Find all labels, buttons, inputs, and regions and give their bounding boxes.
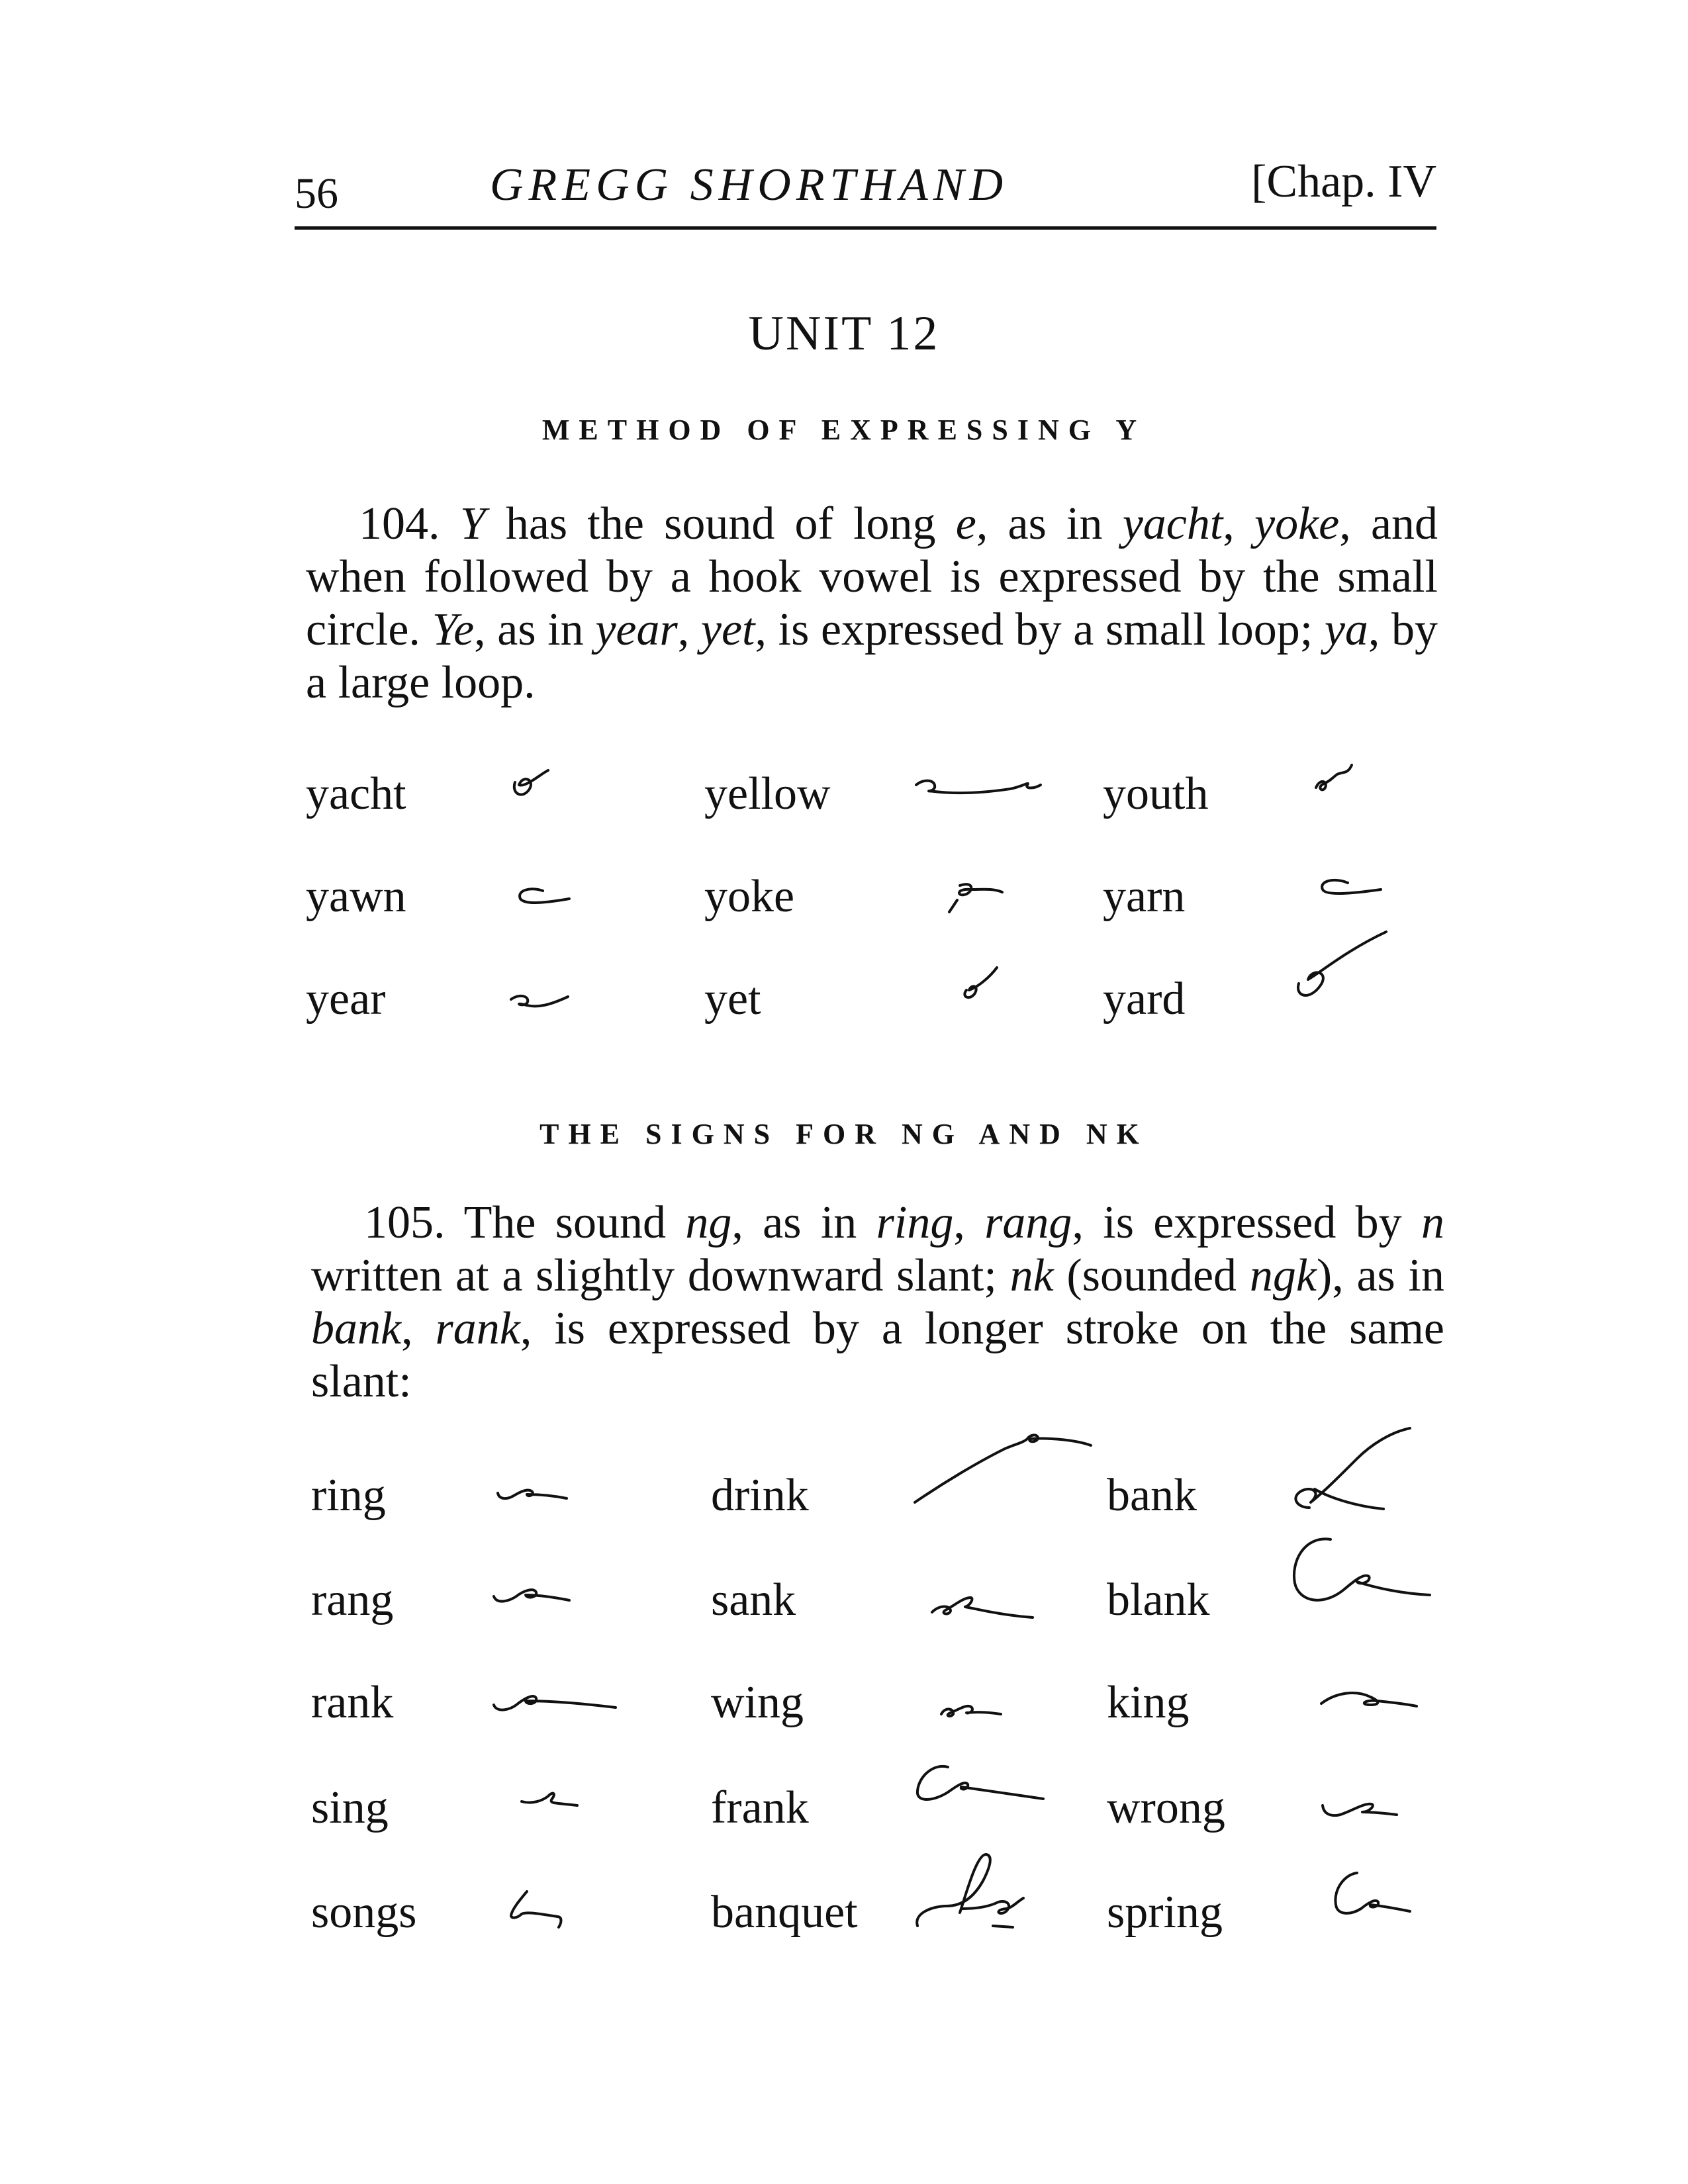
word-sing: sing <box>311 1782 389 1833</box>
yarn-outline-stroke <box>1322 880 1381 893</box>
rank-outline-shorthand <box>490 1685 622 1718</box>
word-youth: youth <box>1103 768 1209 819</box>
paragraph-text: (sounded <box>1053 1250 1250 1301</box>
italic-term: Ye <box>432 604 475 655</box>
yarn-outline-shorthand <box>1308 875 1387 901</box>
paragraph-text: , <box>401 1303 436 1354</box>
banquet-outline-shorthand <box>914 1853 1046 1933</box>
bank-outline-stroke <box>1295 1428 1410 1509</box>
yard-outline-stroke <box>1298 932 1386 995</box>
italic-term: n <box>1421 1197 1444 1248</box>
year-outline-stroke <box>511 996 568 1006</box>
italic-term: rank <box>435 1303 520 1354</box>
word-sank: sank <box>711 1574 796 1625</box>
paragraph-text: , is expressed by <box>1072 1197 1421 1248</box>
paragraph-105 <box>311 1197 1444 1408</box>
word-banquet: banquet <box>711 1887 858 1938</box>
yawn-outline-shorthand <box>506 884 579 911</box>
section-heading-y: METHOD OF EXPRESSING Y <box>541 414 1147 446</box>
banquet-outline-stroke <box>917 1854 1023 1927</box>
word-yellow: yellow <box>704 768 831 819</box>
italic-term: yet <box>700 604 755 655</box>
paragraph-text: , as in <box>474 604 596 655</box>
italic-term: e <box>955 498 976 549</box>
sing-outline-stroke <box>522 1794 577 1805</box>
yoke-outline-shorthand <box>933 880 1026 920</box>
paragraph-text: The sound <box>445 1197 686 1248</box>
wrong-outline-shorthand <box>1319 1792 1405 1825</box>
paragraph-text: has the sound of long <box>485 498 956 549</box>
italic-term: year <box>595 604 678 655</box>
word-king: king <box>1107 1677 1190 1728</box>
paragraph-text: , as in <box>731 1197 876 1248</box>
paragraph-text <box>440 498 460 549</box>
yet-outline-shorthand <box>957 964 1010 1010</box>
paragraph-text: , <box>677 604 701 655</box>
running-title: GREGG SHORTHAND <box>490 159 1009 210</box>
yacht-outline-shorthand <box>508 768 561 807</box>
blank-outline-shorthand <box>1291 1535 1436 1608</box>
yacht-outline-stroke <box>514 770 548 795</box>
chapter-label: [Chap. IV <box>1251 156 1436 207</box>
paragraph-104 <box>306 498 1438 709</box>
paragraph-text: , as in <box>976 498 1123 549</box>
word-rang: rang <box>311 1574 394 1625</box>
word-yawn: yawn <box>306 871 406 922</box>
rank-outline-stroke <box>494 1696 616 1710</box>
rang-outline-stroke <box>494 1590 569 1601</box>
king-outline-shorthand <box>1317 1685 1423 1711</box>
word-yarn: yarn <box>1103 871 1186 922</box>
spring-outline-stroke <box>1335 1873 1410 1913</box>
word-spring: spring <box>1107 1887 1223 1938</box>
italic-term: bank <box>311 1303 402 1354</box>
unit-title: UNIT 12 <box>748 306 940 361</box>
word-yoke: yoke <box>704 871 795 922</box>
frank-outline-shorthand <box>914 1763 1053 1809</box>
italic-term: ring <box>876 1197 954 1248</box>
word-yet: yet <box>704 974 761 1024</box>
spring-outline-shorthand <box>1331 1869 1417 1922</box>
paragraph-text: , and when followed by a hook vowel is expressed by the small circle. <box>306 498 1438 655</box>
word-drink: drink <box>711 1470 809 1521</box>
yard-outline-shorthand <box>1293 931 1393 1010</box>
year-outline-shorthand <box>504 990 577 1017</box>
yawn-outline-stroke <box>520 889 569 903</box>
paragraph-text: , is expressed by a longer stroke on the same slant: <box>311 1303 1444 1407</box>
yellow-outline-stroke <box>916 781 1041 793</box>
italic-term: nk <box>1009 1250 1054 1301</box>
word-rank: rank <box>311 1677 394 1728</box>
bank-outline-shorthand <box>1291 1426 1417 1512</box>
yellow-outline-shorthand <box>911 774 1050 801</box>
italic-term: ya <box>1324 604 1368 655</box>
ring-outline-shorthand <box>494 1480 573 1506</box>
frank-outline-stroke <box>917 1766 1043 1799</box>
sank-outline-shorthand <box>927 1588 1039 1628</box>
italic-term: ngk <box>1249 1250 1317 1301</box>
youth-outline-stroke <box>1316 765 1352 790</box>
word-wing: wing <box>711 1677 804 1728</box>
songs-outline-stroke <box>511 1891 561 1927</box>
yet-outline-stroke <box>964 968 997 997</box>
sank-outline-stroke <box>932 1598 1033 1617</box>
paragraph-text: , is expressed by a small loop; <box>755 604 1325 655</box>
word-songs: songs <box>311 1887 417 1938</box>
section-heading-ng-nk: THE SIGNS FOR NG AND NK <box>539 1118 1149 1150</box>
word-year: year <box>306 974 386 1024</box>
paragraph-text: written at a slightly downward slant; <box>311 1250 1010 1301</box>
word-wrong: wrong <box>1107 1782 1225 1833</box>
word-yacht: yacht <box>306 768 406 819</box>
paragraph-text: , by a large loop. <box>306 604 1438 708</box>
rang-outline-shorthand <box>490 1582 576 1608</box>
word-frank: frank <box>711 1782 809 1833</box>
italic-term: yoke <box>1254 498 1340 549</box>
songs-outline-shorthand <box>507 1889 567 1935</box>
paragraph-number: 105. <box>364 1197 445 1248</box>
page-header <box>295 156 1436 228</box>
italic-term: Y <box>459 498 486 549</box>
italic-term: yacht <box>1122 498 1223 549</box>
word-blank: blank <box>1107 1574 1210 1625</box>
drink-outline-shorthand <box>911 1430 1096 1509</box>
paragraph-text: , <box>1223 498 1255 549</box>
italic-term: ng <box>685 1197 732 1248</box>
blank-outline-stroke <box>1294 1539 1430 1600</box>
yoke-outline-stroke <box>949 884 1002 912</box>
wrong-outline-stroke <box>1323 1804 1397 1815</box>
drink-outline-stroke <box>915 1435 1091 1502</box>
youth-outline-shorthand <box>1311 761 1370 801</box>
word-ring: ring <box>311 1470 386 1521</box>
sing-outline-shorthand <box>518 1784 584 1811</box>
italic-term: rang <box>984 1197 1072 1248</box>
king-outline-stroke <box>1321 1693 1417 1706</box>
wing-outline-shorthand <box>937 1694 1004 1721</box>
paragraph-text: , <box>953 1197 985 1248</box>
word-bank: bank <box>1107 1470 1197 1521</box>
ring-outline-stroke <box>498 1490 567 1499</box>
page-number: 56 <box>295 169 338 218</box>
paragraph-number: 104. <box>359 498 440 549</box>
header-rule <box>295 226 1436 230</box>
wing-outline-stroke <box>941 1706 1001 1716</box>
paragraph-text: ), as in <box>1316 1250 1444 1301</box>
word-yard: yard <box>1103 974 1186 1024</box>
